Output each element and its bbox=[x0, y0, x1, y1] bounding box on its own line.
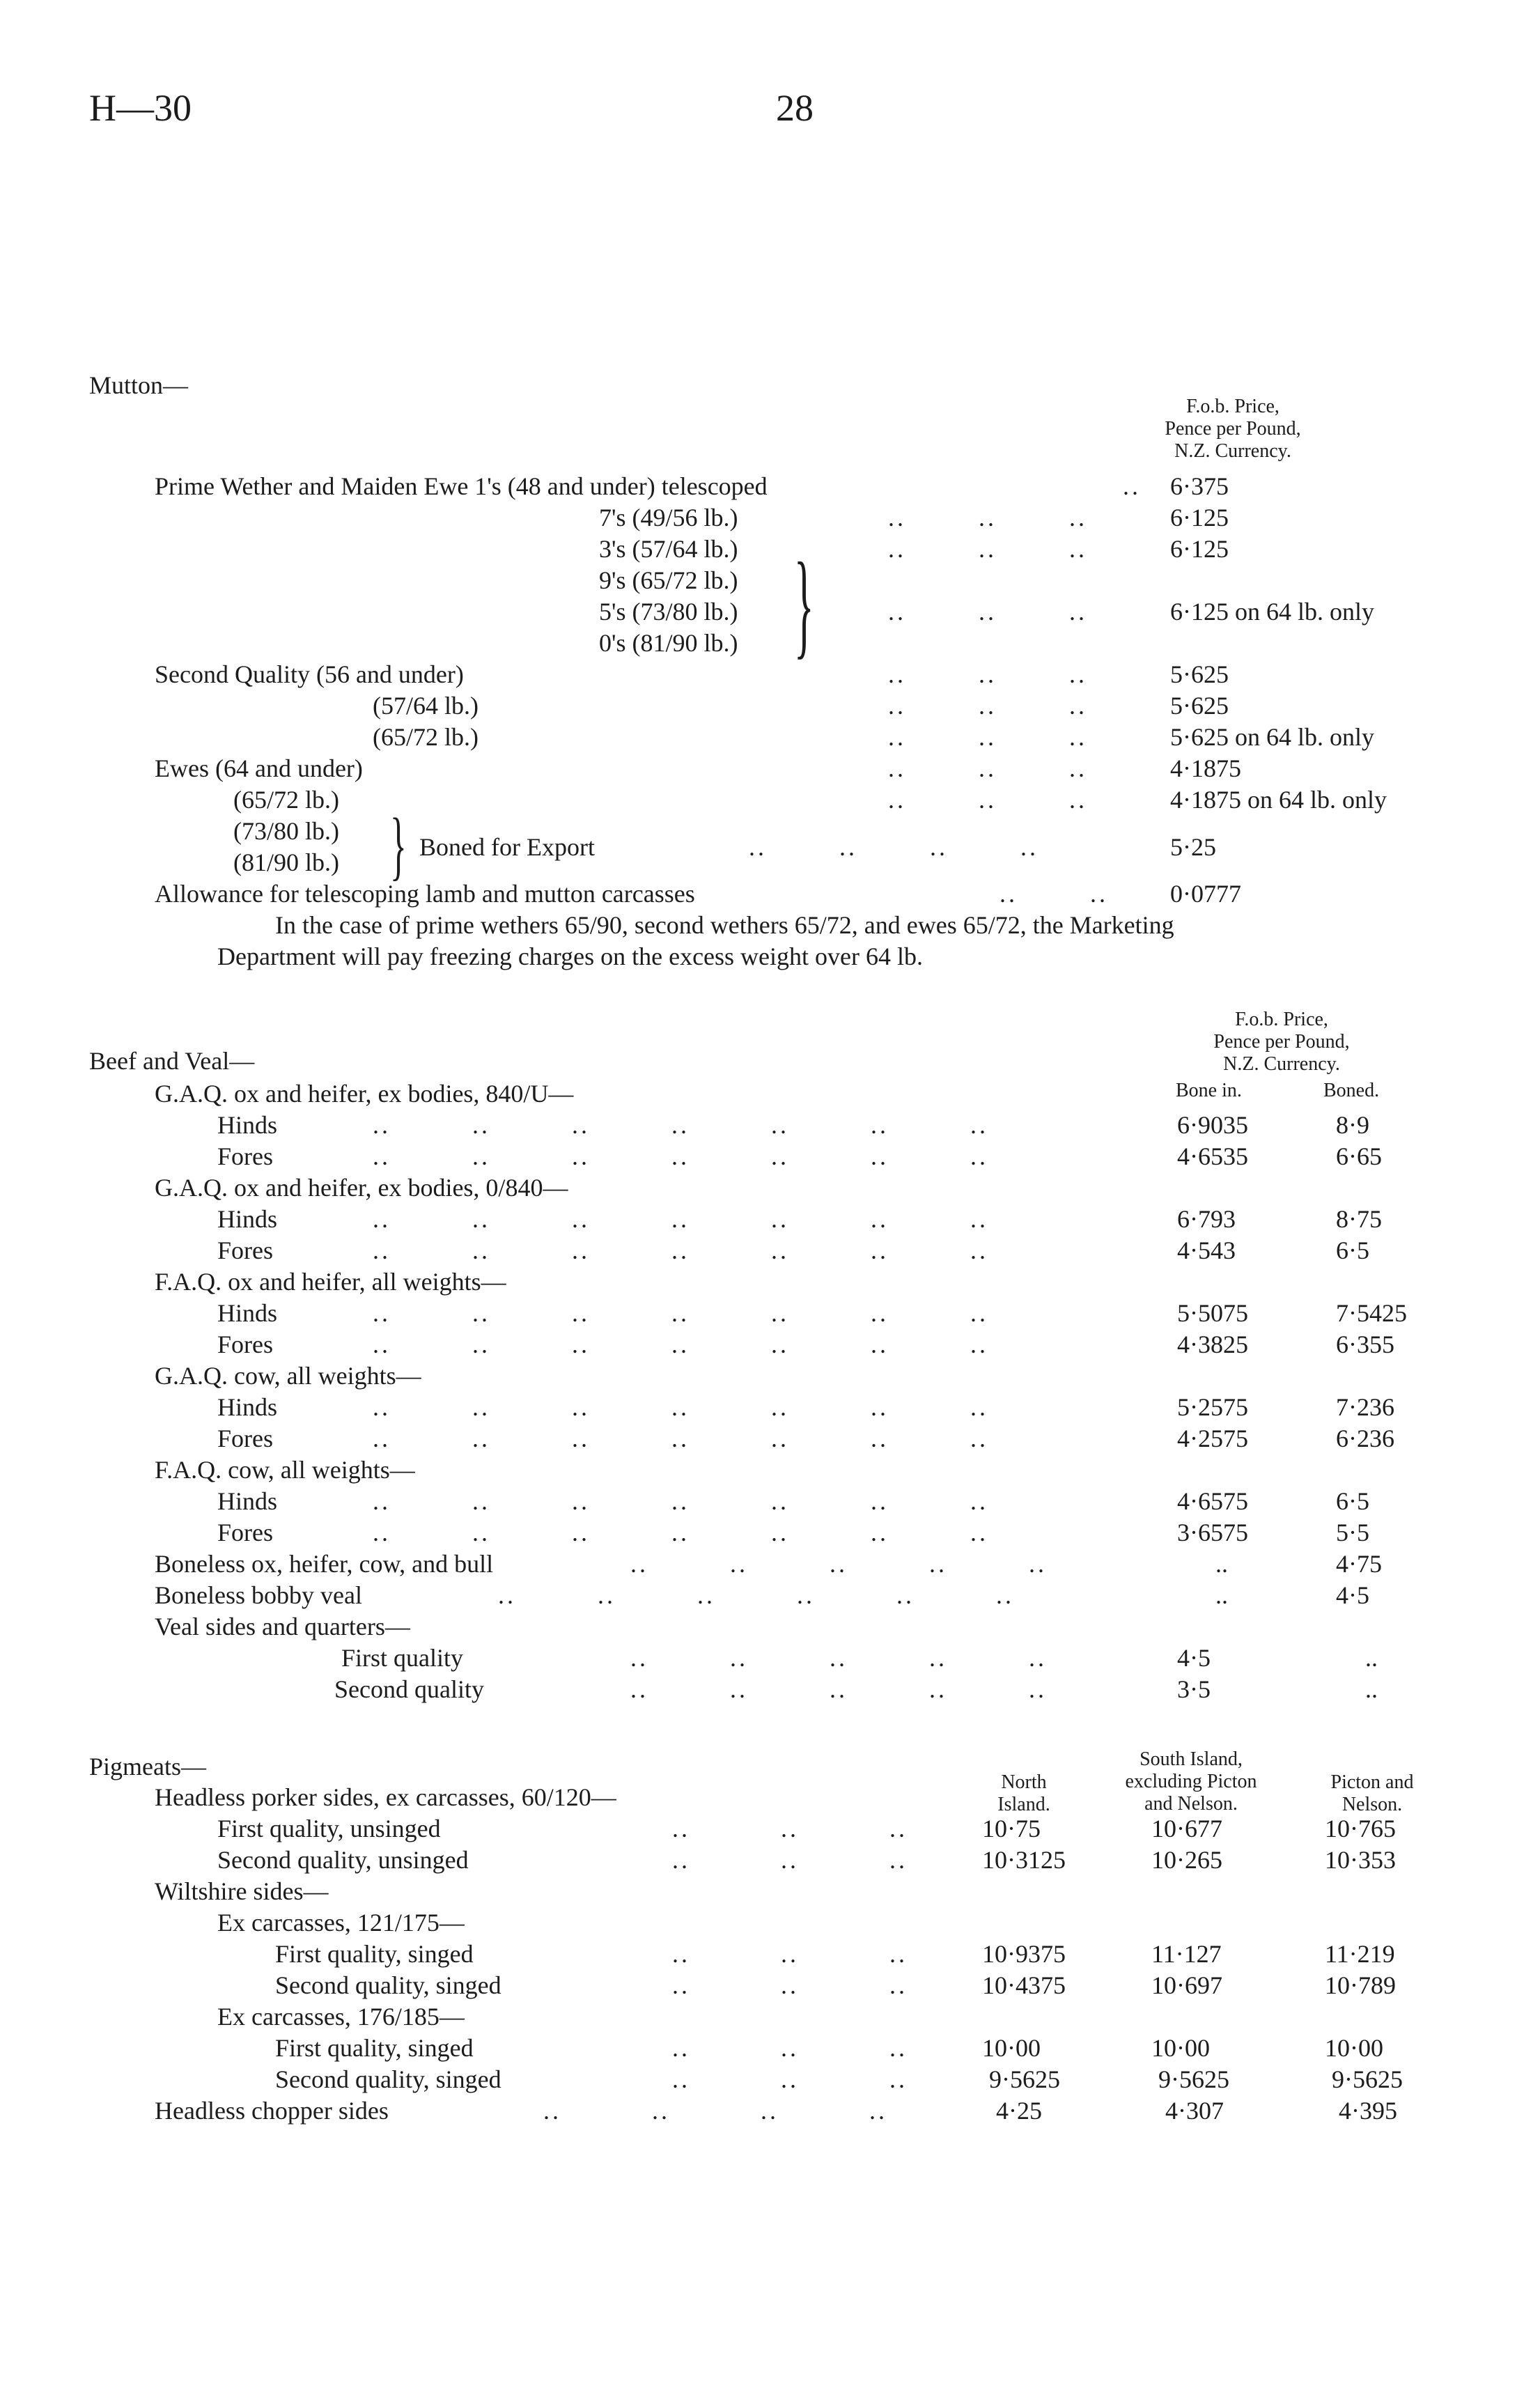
wiltshire-label: Wiltshire sides— bbox=[155, 1877, 329, 1905]
ex-carcasses-label: Ex carcasses, 121/175— bbox=[217, 1909, 465, 1937]
price-header-line: Pence per Pound, bbox=[1165, 418, 1301, 440]
pig-row-label: Second quality, singed bbox=[275, 1971, 501, 1999]
beef-row-label: Hinds bbox=[217, 1299, 278, 1327]
page-code: H—30 bbox=[89, 87, 192, 129]
prime-row-label: 5's (73/80 lb.) bbox=[599, 598, 738, 626]
south-island-value: 4·307 bbox=[1165, 2097, 1224, 2125]
beef-row-label: Hinds bbox=[217, 1111, 278, 1139]
mutton-note: In the case of prime wethers 65/90, second wethers 65/72, and ewes 65/72, the Marketing bbox=[275, 911, 1174, 939]
beef-group-label: F.A.Q. cow, all weights— bbox=[155, 1456, 415, 1484]
veal-row-label: Second quality bbox=[334, 1675, 484, 1703]
bone-in-value: 4·5 bbox=[1177, 1644, 1211, 1672]
boned-value: .. bbox=[1365, 1644, 1378, 1672]
beef-group-label: G.A.Q. cow, all weights— bbox=[155, 1362, 421, 1390]
bone-in-value: 5·2575 bbox=[1177, 1393, 1248, 1421]
leader-dots: .. .. .. .. .. bbox=[630, 1644, 1047, 1672]
picton-nelson-value: 10·789 bbox=[1325, 1971, 1396, 1999]
mutton-price-header bbox=[1087, 397, 1379, 461]
veal-label: Veal sides and quarters— bbox=[155, 1613, 410, 1640]
col-header-line: North bbox=[1001, 1771, 1047, 1793]
second-quality-row-label: (57/64 lb.) bbox=[373, 692, 479, 720]
leader-dots: .. .. .. bbox=[672, 1815, 908, 1842]
pig-row-label: First quality, singed bbox=[275, 2034, 474, 2062]
col-header-line: and Nelson. bbox=[1144, 1793, 1238, 1815]
leader-dots: .. .. .. .. .. .. .. bbox=[373, 1111, 988, 1139]
boned-value: 8·9 bbox=[1336, 1111, 1369, 1139]
beef-row-label: Fores bbox=[217, 1142, 273, 1170]
bone-in-value: .. bbox=[1215, 1581, 1228, 1609]
col-header-line: excluding Picton bbox=[1125, 1771, 1257, 1792]
bone-in-value: 5·5075 bbox=[1177, 1299, 1248, 1327]
north-island-value: 10·00 bbox=[982, 2034, 1041, 2062]
boned-value: 6·5 bbox=[1336, 1236, 1369, 1264]
beef-group-label: G.A.Q. ox and heifer, ex bodies, 840/U— bbox=[155, 1080, 574, 1108]
pig-row-label: First quality, unsinged bbox=[217, 1815, 441, 1842]
prime-row-label: 0's (81/90 lb.) bbox=[599, 629, 738, 657]
second-quality-row-value: 5·625 on 64 lb. only bbox=[1170, 723, 1374, 751]
ewes-value: 4·1875 bbox=[1170, 754, 1241, 782]
bone-in-value: .. bbox=[1215, 1550, 1228, 1578]
north-island-value: 10·9375 bbox=[982, 1940, 1066, 1968]
picton-nelson-value: 11·219 bbox=[1325, 1940, 1395, 1968]
boned-value: 8·75 bbox=[1336, 1205, 1382, 1233]
boned-value: 6·65 bbox=[1336, 1142, 1382, 1170]
boned-value: 7·5425 bbox=[1336, 1299, 1407, 1327]
pig-row-label: First quality, singed bbox=[275, 1940, 474, 1968]
boned-value: 6·5 bbox=[1336, 1487, 1369, 1515]
bone-in-value: 6·793 bbox=[1177, 1205, 1236, 1233]
allowance-label: Allowance for telescoping lamb and mutton carcasses bbox=[155, 880, 695, 908]
boned-value: 6·355 bbox=[1336, 1330, 1394, 1358]
leader-dots: .. .. .. .. .. .. bbox=[498, 1581, 1014, 1609]
leader-dots: .. .. .. .. .. .. .. bbox=[373, 1425, 988, 1452]
col-picton-nelson bbox=[1296, 1773, 1449, 1815]
picton-nelson-value: 10·765 bbox=[1325, 1815, 1396, 1842]
headless-porker-label: Headless porker sides, ex carcasses, 60/120— bbox=[155, 1783, 616, 1811]
second-quality-row-label: (65/72 lb.) bbox=[373, 723, 479, 751]
bone-in-value: 4·543 bbox=[1177, 1236, 1236, 1264]
col-header-line: South Island, bbox=[1140, 1748, 1243, 1770]
boned-weight: (81/90 lb.) bbox=[233, 848, 339, 876]
leader-dots: .. .. .. bbox=[888, 692, 1087, 720]
ewes-row-label: (65/72 lb.) bbox=[233, 786, 339, 814]
bone-in-value: 4·2575 bbox=[1177, 1425, 1248, 1452]
price-header-line: F.o.b. Price, bbox=[1235, 1009, 1328, 1030]
beef-row-label: Fores bbox=[217, 1330, 273, 1358]
leader-dots: .. .. .. .. .. .. .. bbox=[373, 1393, 988, 1421]
bone-in-value: 4·6575 bbox=[1177, 1487, 1248, 1515]
ewes-label: Ewes (64 and under) bbox=[155, 754, 363, 782]
leader-dots: .. .. bbox=[1000, 880, 1108, 908]
boneless-label: Boneless ox, heifer, cow, and bull bbox=[155, 1550, 494, 1578]
leader-dots: .. .. .. bbox=[888, 786, 1087, 814]
price-header-line: Pence per Pound, bbox=[1213, 1031, 1350, 1053]
beef-group-label: F.A.Q. ox and heifer, all weights— bbox=[155, 1268, 506, 1296]
bone-in-value: 3·5 bbox=[1177, 1675, 1211, 1703]
second-quality-value: 5·625 bbox=[1170, 660, 1229, 688]
prime-row-value: 6·125 bbox=[1170, 535, 1229, 563]
ex-carcasses-label: Ex carcasses, 176/185— bbox=[217, 2003, 465, 2031]
boneless-label: Boneless bobby veal bbox=[155, 1581, 362, 1609]
col-header-line: Island. bbox=[997, 1794, 1050, 1815]
right-brace: } bbox=[794, 538, 814, 669]
north-island-value: 10·4375 bbox=[982, 1971, 1066, 1999]
leader-dots: .. .. .. .. .. .. .. bbox=[373, 1299, 988, 1327]
prime-row-value: 6·125 bbox=[1170, 504, 1229, 531]
mutton-note: Department will pay freezing charges on the excess weight over 64 lb. bbox=[217, 942, 923, 970]
prime-wether-label: Prime Wether and Maiden Ewe 1's (48 and under) telescoped bbox=[155, 472, 768, 500]
pig-row-label: Second quality, unsinged bbox=[217, 1846, 469, 1874]
leader-dots: .. .. .. bbox=[672, 2034, 908, 2062]
prime-row-label: 7's (49/56 lb.) bbox=[599, 504, 738, 531]
col-south-island bbox=[1087, 1750, 1296, 1814]
beef-price-header bbox=[1142, 1010, 1421, 1074]
pig-row-label: Second quality, singed bbox=[275, 2065, 501, 2093]
col-boned: Boned. bbox=[1323, 1080, 1380, 1101]
price-header-line: N.Z. Currency. bbox=[1174, 440, 1291, 462]
boned-value: 4·75 bbox=[1336, 1550, 1382, 1578]
group-value: 6·125 on 64 lb. only bbox=[1170, 598, 1374, 626]
leader-dots: .. .. .. bbox=[888, 723, 1087, 751]
veal-row-label: First quality bbox=[341, 1644, 464, 1672]
north-island-value: 10·75 bbox=[982, 1815, 1041, 1842]
bone-in-value: 4·3825 bbox=[1177, 1330, 1248, 1358]
prime-wether-value: 6·375 bbox=[1170, 472, 1229, 500]
pigmeats-heading: Pigmeats— bbox=[89, 1753, 206, 1780]
bone-in-value: 6·9035 bbox=[1177, 1111, 1248, 1139]
beef-row-label: Fores bbox=[217, 1425, 273, 1452]
leader-dots: .. .. .. .. .. bbox=[630, 1550, 1047, 1578]
leader-dots: .. .. .. .. .. .. .. bbox=[373, 1487, 988, 1515]
leader-dots: .. .. .. bbox=[888, 598, 1087, 626]
price-header-line: N.Z. Currency. bbox=[1223, 1053, 1340, 1075]
beef-group-label: G.A.Q. ox and heifer, ex bodies, 0/840— bbox=[155, 1174, 568, 1202]
leader-dots: .. .. .. .. .. .. .. bbox=[373, 1205, 988, 1233]
beef-heading: Beef and Veal— bbox=[89, 1047, 255, 1075]
col-header-line: Nelson. bbox=[1341, 1794, 1403, 1815]
allowance-value: 0·0777 bbox=[1170, 880, 1241, 908]
price-header-line: F.o.b. Price, bbox=[1186, 396, 1280, 417]
boned-value: 5·5 bbox=[1336, 1519, 1369, 1546]
south-island-value: 9·5625 bbox=[1158, 2065, 1229, 2093]
leader-dots: .. .. .. bbox=[672, 2065, 908, 2093]
headless-chopper-label: Headless chopper sides bbox=[155, 2097, 389, 2125]
beef-row-label: Hinds bbox=[217, 1487, 278, 1515]
boned-value: 6·236 bbox=[1336, 1425, 1394, 1452]
col-bone-in: Bone in. bbox=[1176, 1080, 1242, 1101]
mutton-heading: Mutton— bbox=[89, 371, 189, 399]
beef-row-label: Hinds bbox=[217, 1393, 278, 1421]
leader-dots: .. .. .. bbox=[888, 504, 1087, 531]
leader-dots: .. .. .. bbox=[672, 1940, 908, 1968]
bone-in-value: 4·6535 bbox=[1177, 1142, 1248, 1170]
leader-dots: .. .. .. .. .. .. .. bbox=[373, 1142, 988, 1170]
beef-row-label: Fores bbox=[217, 1236, 273, 1264]
boned-value: .. bbox=[1365, 1675, 1378, 1703]
leader-dots: .. .. .. .. .. bbox=[630, 1675, 1047, 1703]
leader-dots: .. .. .. bbox=[888, 535, 1087, 563]
leader-dots: .. .. .. bbox=[672, 1971, 908, 1999]
south-island-value: 11·127 bbox=[1151, 1940, 1222, 1968]
south-island-value: 10·697 bbox=[1151, 1971, 1222, 1999]
bone-in-value: 3·6575 bbox=[1177, 1519, 1248, 1546]
second-quality-row-value: 5·625 bbox=[1170, 692, 1229, 720]
second-quality-label: Second Quality (56 and under) bbox=[155, 660, 464, 688]
north-island-value: 4·25 bbox=[996, 2097, 1042, 2125]
leader-dots: .. .. .. .. .. .. .. bbox=[373, 1519, 988, 1546]
picton-nelson-value: 9·5625 bbox=[1332, 2065, 1403, 2093]
leader-dots: .. .. .. bbox=[672, 1846, 908, 1874]
prime-row-label: 3's (57/64 lb.) bbox=[599, 535, 738, 563]
leader-dots: .. .. .. bbox=[888, 754, 1087, 782]
col-header-line: Picton and bbox=[1330, 1771, 1414, 1793]
leader-dots: .. .. .. bbox=[888, 660, 1087, 688]
ewes-row-value: 4·1875 on 64 lb. only bbox=[1170, 786, 1387, 814]
picton-nelson-value: 4·395 bbox=[1339, 2097, 1397, 2125]
boned-value: 4·5 bbox=[1336, 1581, 1369, 1609]
picton-nelson-value: 10·353 bbox=[1325, 1846, 1396, 1874]
right-brace: } bbox=[390, 802, 407, 887]
leader-dots: .. .. .. .. bbox=[749, 833, 1039, 861]
south-island-value: 10·00 bbox=[1151, 2034, 1210, 2062]
leader-dots: .. .. .. .. bbox=[543, 2097, 887, 2125]
picton-nelson-value: 10·00 bbox=[1325, 2034, 1383, 2062]
boned-for-export-value: 5·25 bbox=[1170, 833, 1216, 861]
prime-row-label: 9's (65/72 lb.) bbox=[599, 566, 738, 594]
leader-dots: .. .. .. .. .. .. .. bbox=[373, 1330, 988, 1358]
north-island-value: 10·3125 bbox=[982, 1846, 1066, 1874]
boned-for-export-label: Boned for Export bbox=[419, 833, 595, 861]
boned-weight: (73/80 lb.) bbox=[233, 817, 339, 845]
south-island-value: 10·265 bbox=[1151, 1846, 1222, 1874]
col-north-island bbox=[947, 1773, 1100, 1815]
north-island-value: 9·5625 bbox=[989, 2065, 1060, 2093]
leader-dots: .. .. .. .. .. .. .. bbox=[373, 1236, 988, 1264]
south-island-value: 10·677 bbox=[1151, 1815, 1222, 1842]
beef-row-label: Hinds bbox=[217, 1205, 278, 1233]
leader-dots: .. bbox=[1123, 472, 1141, 500]
page-number: 28 bbox=[776, 87, 814, 129]
boned-value: 7·236 bbox=[1336, 1393, 1394, 1421]
beef-row-label: Fores bbox=[217, 1519, 273, 1546]
